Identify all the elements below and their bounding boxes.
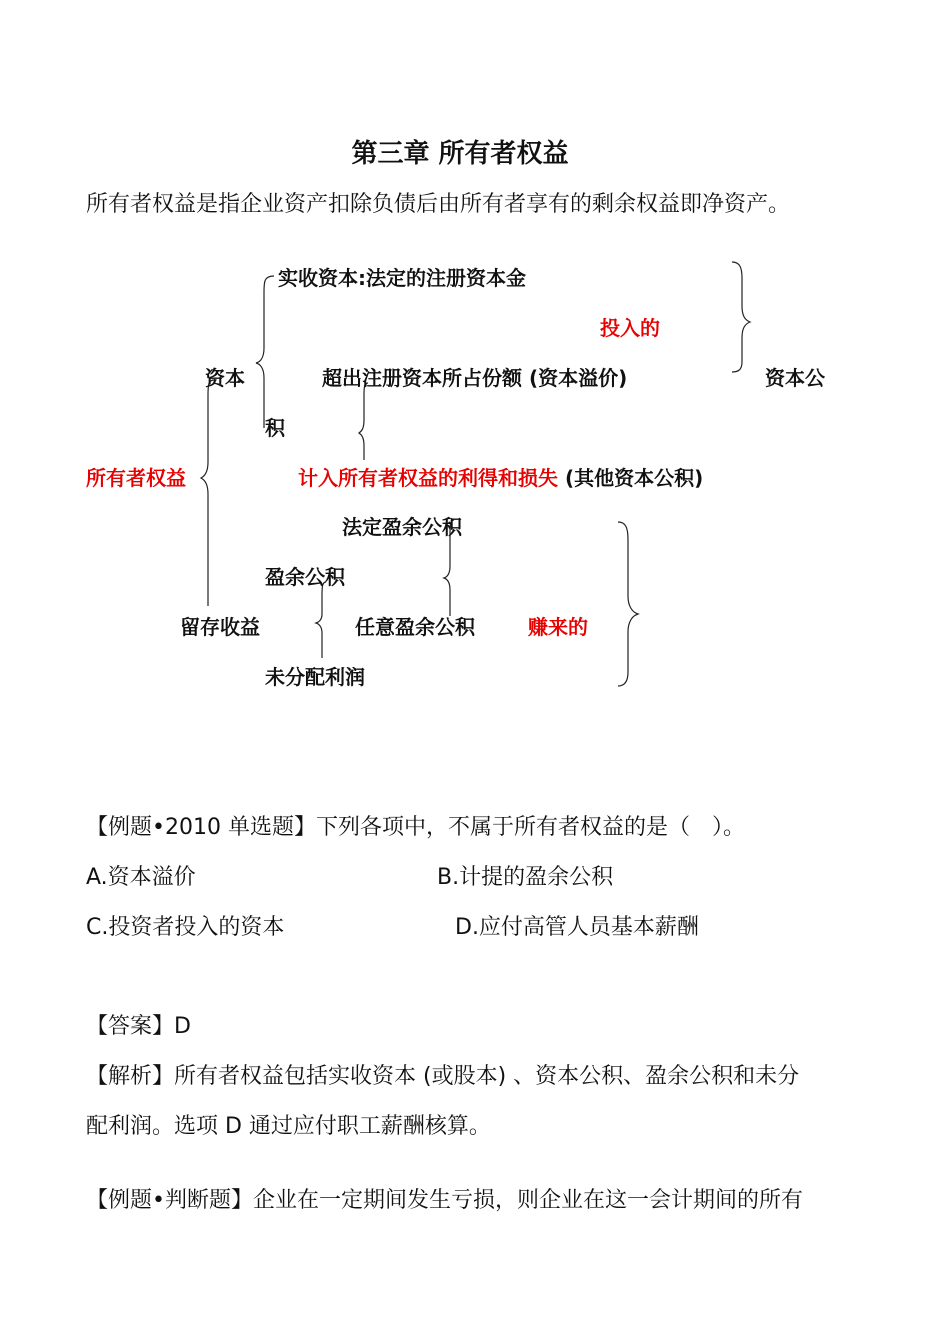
capital-label: 资本 xyxy=(205,366,245,390)
other-capital-reserve-line xyxy=(298,462,703,491)
chapter-title: 第三章 所有者权益 xyxy=(351,139,569,169)
undistributed-profit-label: 未分配利润 xyxy=(265,665,365,689)
analysis-line-1: 【解析】所有者权益包括实收资本 (或股本) 、资本公积、盈余公积和未分 xyxy=(86,1064,800,1089)
analysis-line-2: 配利润。选项 D 通过应付职工薪酬核算。 xyxy=(86,1114,491,1139)
brace-owners-equity xyxy=(201,380,214,606)
option-b: B.计提的盈余公积 xyxy=(437,865,614,890)
brace-earned xyxy=(618,522,638,686)
invested-label: 投入的 xyxy=(600,316,660,340)
answer-text: 【答案】D xyxy=(86,1014,191,1039)
earned-label: 赚来的 xyxy=(528,615,588,639)
option-c: C.投资者投入的资本 xyxy=(86,915,285,940)
capital-premium-label: 超出注册资本所占份额 (资本溢价) xyxy=(322,366,628,390)
option-d: D.应付高管人员基本薪酬 xyxy=(455,915,699,940)
other-capital-reserve-text: (其他资本公积) xyxy=(558,466,704,490)
owners-equity-label: 所有者权益 xyxy=(86,466,186,490)
brace-invested xyxy=(732,262,750,372)
capital-reserve-right-label: 资本公 xyxy=(765,366,825,390)
discretionary-surplus-label: 任意盈余公积 xyxy=(355,615,475,639)
brace-retained xyxy=(316,582,326,658)
example1-question: 【例题•2010 单选题】下列各项中，不属于所有者权益的是（ ）。 xyxy=(86,815,745,840)
capital-reserve-char: 积 xyxy=(265,416,285,440)
retained-earnings-label: 留存收益 xyxy=(180,615,260,639)
example2-question: 【例题•判断题】企业在一定期间发生亏损，则企业在这一会计期间的所有 xyxy=(86,1188,803,1213)
brace-capital xyxy=(256,276,274,428)
option-a: A.资本溢价 xyxy=(86,865,196,890)
surplus-reserve-label: 盈余公积 xyxy=(265,565,345,589)
intro-text: 所有者权益是指企业资产扣除负债后由所有者享有的剩余权益即净资产。 xyxy=(86,192,791,217)
statutory-surplus-label: 法定盈余公积 xyxy=(342,515,462,539)
gains-losses-text: 计入所有者权益的利得和损失 xyxy=(298,466,558,490)
paid-in-capital-label: 实收资本:法定的注册资本金 xyxy=(278,266,526,290)
brace-capital-reserve xyxy=(359,383,368,460)
